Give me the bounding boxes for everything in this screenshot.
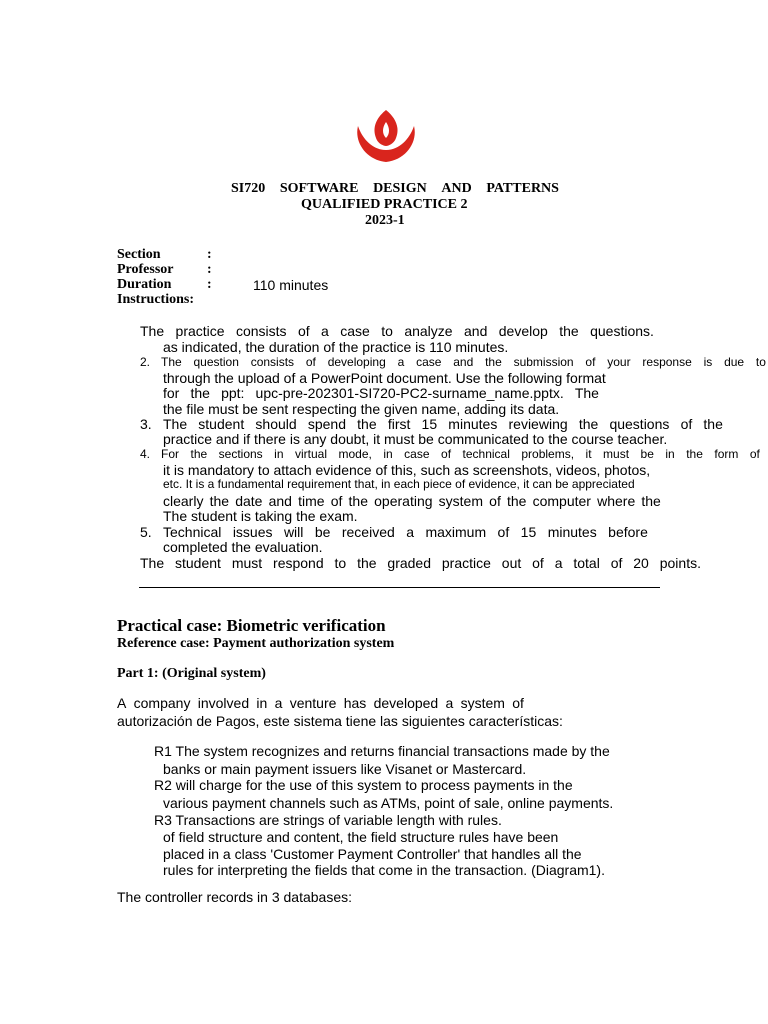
paragraph-line: autorización de Pagos, este sistema tiene las siguientes características:	[117, 713, 563, 729]
requirement-line: R1 The system recognizes and returns financial transactions made by the	[154, 743, 610, 759]
duration-colon: :	[207, 277, 212, 292]
instruction-line: for the ppt: upc-pre-202301-SI720-PC2-surname_name.pptx. The	[163, 385, 599, 401]
requirement-line: R3 Transactions are strings of variable length with rules.	[154, 812, 502, 828]
requirement-line: of field structure and content, the field structure rules have been	[163, 829, 559, 845]
part-heading: Part 1: (Original system)	[117, 666, 266, 681]
instruction-line: etc. It is a fundamental requirement that, in each piece of evidence, it can be appreciated	[163, 477, 635, 491]
instruction-line: as indicated, the duration of the practice is 110 minutes.	[163, 339, 509, 355]
course-word: PATTERNS	[486, 181, 559, 196]
instruction-line: The practice consists of a case to analyze and develop the questions.	[140, 323, 654, 339]
course-title	[231, 181, 559, 197]
practice-title: QUALIFIED PRACTICE 2	[301, 197, 468, 212]
duration-value: 110 minutes	[253, 277, 329, 293]
list-number: 2.	[140, 355, 151, 369]
instruction-line: For the sections in virtual mode, in case of technical problems, it must be in the form of	[161, 447, 760, 461]
requirement-line: placed in a class 'Customer Payment Controller' that handles all the	[163, 846, 582, 862]
instruction-line: Technical issues will be received a maximum of 15 minutes before	[163, 524, 648, 540]
instruction-line: The question consists of developing a case and the submission of your response is due to	[161, 355, 766, 369]
instruction-line: completed the evaluation.	[163, 539, 323, 555]
section-label: Section	[117, 247, 161, 262]
section-colon: :	[207, 247, 212, 262]
instruction-line: it is mandatory to attach evidence of this, such as screenshots, videos, photos,	[163, 462, 651, 478]
course-word: DESIGN	[373, 181, 427, 196]
instruction-line: practice and if there is any doubt, it must be communicated to the course teacher.	[163, 431, 668, 447]
instruction-line: the file must be sent respecting the given name, adding its data.	[163, 401, 560, 417]
instruction-line: clearly the date and time of the operating system of the computer where the	[163, 493, 661, 509]
requirement-line: rules for interpreting the fields that come in the transaction. (Diagram1).	[163, 862, 605, 878]
course-code: SI720	[231, 181, 266, 196]
requirement-line: R2 will charge for the use of this system to process payments in the	[154, 777, 573, 793]
requirement-line: various payment channels such as ATMs, point of sale, online payments.	[163, 795, 614, 811]
course-word: AND	[441, 181, 472, 196]
case-title: Practical case: Biometric verification	[117, 616, 386, 635]
instructions-label: Instructions:	[117, 292, 195, 307]
term: 2023-1	[365, 213, 405, 228]
horizontal-divider	[139, 587, 660, 588]
instruction-line: The student must respond to the graded practice out of a total of 20 points.	[140, 555, 701, 571]
duration-label: Duration	[117, 277, 172, 292]
case-reference: Reference case: Payment authorization system	[117, 636, 395, 651]
paragraph-line: The controller records in 3 databases:	[117, 889, 353, 905]
list-number: 5.	[140, 524, 152, 540]
professor-label: Professor	[117, 262, 174, 277]
list-number: 3.	[140, 416, 152, 432]
course-word: SOFTWARE	[279, 181, 359, 196]
instruction-line: The student is taking the exam.	[163, 508, 358, 524]
list-number: 4.	[140, 447, 151, 461]
instruction-line: The student should spend the first 15 minutes reviewing the questions of the	[163, 416, 723, 432]
upc-flame-logo	[350, 108, 422, 168]
requirement-line: banks or main payment issuers like Visanet or Mastercard.	[163, 761, 527, 777]
upc-logo-icon	[350, 108, 422, 168]
professor-colon: :	[207, 262, 212, 277]
instruction-line: through the upload of a PowerPoint document. Use the following format	[163, 370, 606, 386]
paragraph-line: A company involved in a venture has developed a system of	[117, 695, 524, 711]
